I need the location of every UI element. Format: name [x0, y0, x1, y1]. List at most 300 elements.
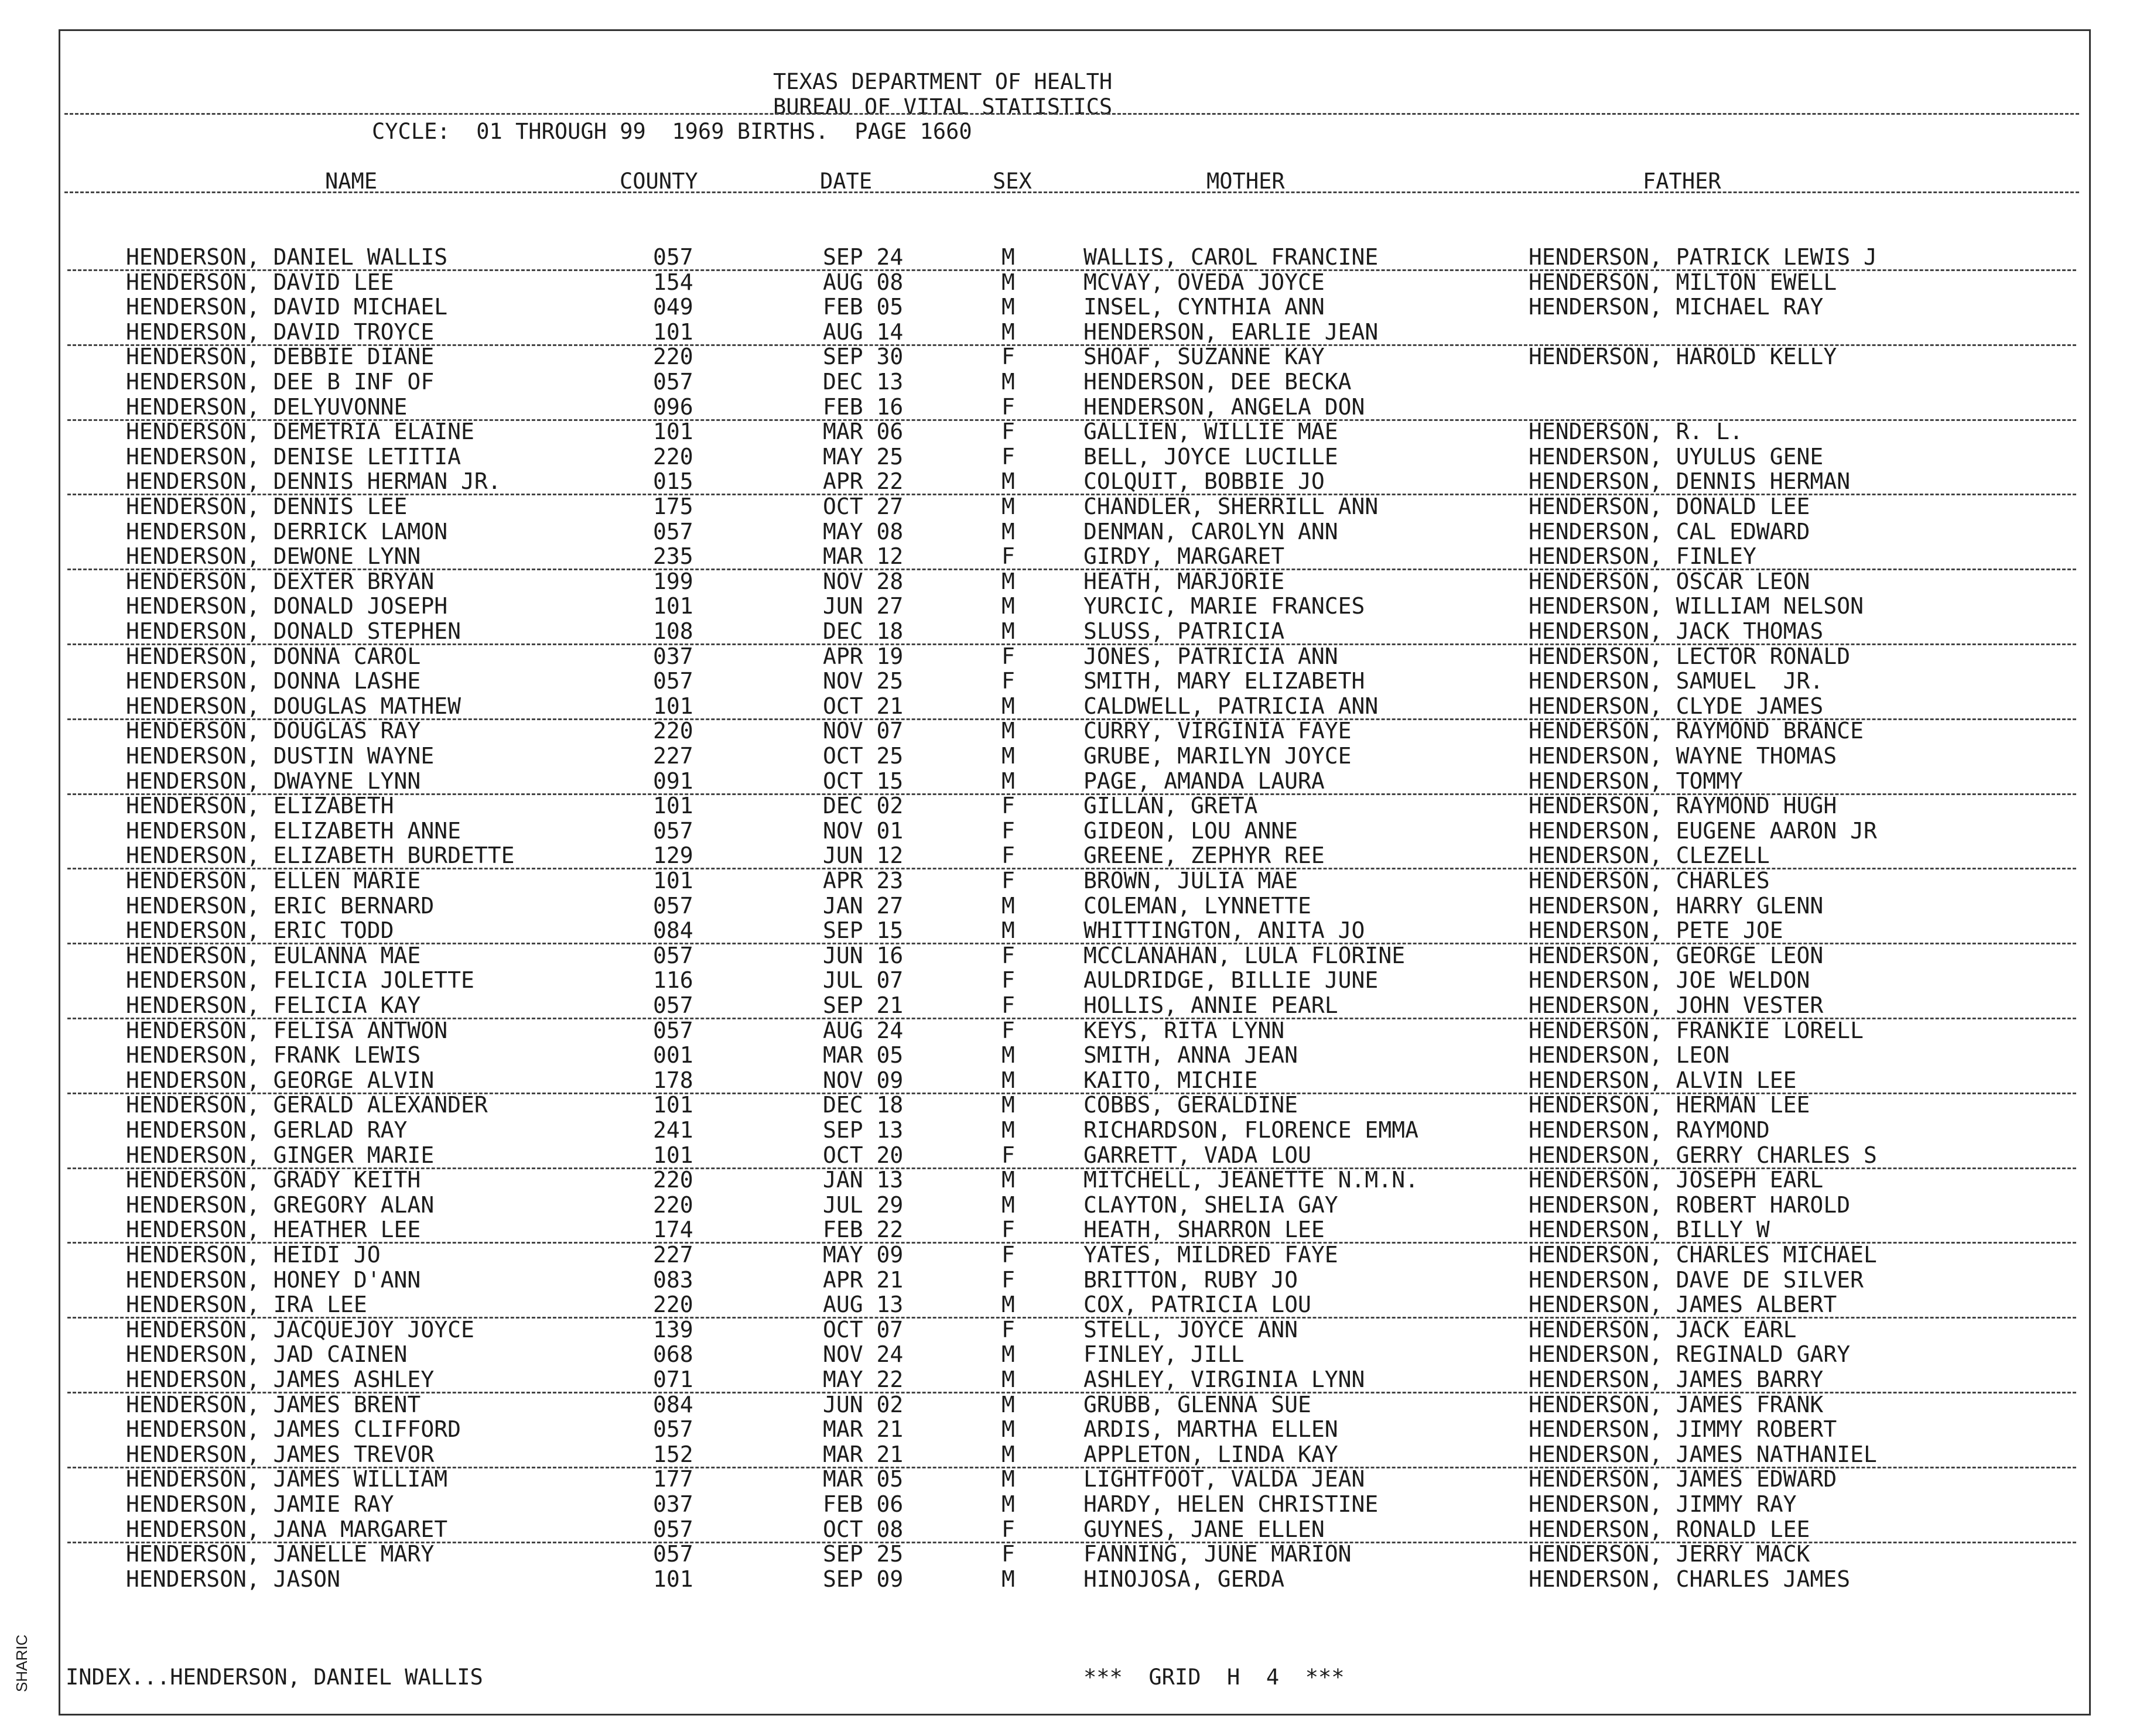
footer-index: INDEX...HENDERSON, DANIEL WALLIS	[66, 1665, 483, 1690]
father-name: HENDERSON, CLYDE JAMES	[1529, 693, 1824, 719]
county-code: 057	[653, 1416, 693, 1442]
sex-code: M	[1001, 1192, 1015, 1218]
birth-date: SEP 30	[823, 344, 904, 369]
county-code: 057	[653, 893, 693, 919]
county-code: 096	[653, 394, 693, 420]
sex-code: F	[1001, 818, 1015, 844]
county-code: 015	[653, 468, 693, 494]
table-row	[67, 694, 2076, 720]
birth-date: JUN 12	[823, 843, 904, 868]
birth-name: HENDERSON, DEBBIE DIANE	[126, 344, 435, 369]
father-name: HENDERSON, JOE WELDON	[1529, 967, 1810, 993]
table-row	[0, 819, 2140, 843]
sex-code: F	[1001, 419, 1015, 444]
sex-code: F	[1001, 1267, 1015, 1293]
father-name: HENDERSON, MILTON EWELL	[1529, 269, 1837, 295]
father-name: HENDERSON, GERRY CHARLES S	[1529, 1142, 1877, 1168]
mother-name: HENDERSON, DEE BECKA	[1083, 369, 1352, 395]
table-row	[0, 968, 2140, 992]
county-code: 101	[653, 319, 693, 345]
father-name: HENDERSON, JAMES EDWARD	[1529, 1466, 1837, 1492]
county-code: 152	[653, 1441, 693, 1467]
sex-code: M	[1001, 1441, 1015, 1467]
mother-name: INSEL, CYNTHIA ANN	[1083, 294, 1325, 320]
sex-code: M	[1001, 693, 1015, 719]
county-code: 084	[653, 1392, 693, 1417]
birth-date: MAR 12	[823, 543, 904, 569]
mother-name: COX, PATRICIA LOU	[1083, 1292, 1311, 1317]
table-row	[67, 469, 2076, 495]
mother-name: YURCIC, MARIE FRANCES	[1083, 593, 1365, 619]
birth-date: APR 23	[823, 868, 904, 893]
county-code: 068	[653, 1341, 693, 1367]
mother-name: GALLIEN, WILLIE MAE	[1083, 419, 1338, 444]
sex-code: F	[1001, 793, 1015, 819]
table-row	[67, 1442, 2076, 1468]
birth-name: HENDERSON, JAMES WILLIAM	[126, 1466, 448, 1492]
mother-name: SHOAF, SUZANNE KAY	[1083, 344, 1325, 369]
mother-name: SMITH, ANNA JEAN	[1083, 1042, 1298, 1068]
mother-name: COLQUIT, BOBBIE JO	[1083, 468, 1325, 494]
birth-name: HENDERSON, GINGER MARIE	[126, 1142, 435, 1168]
sex-code: M	[1001, 1466, 1015, 1492]
table-row	[0, 594, 2140, 618]
table-row	[0, 793, 2140, 818]
sex-code: F	[1001, 1018, 1015, 1043]
birth-name: HENDERSON, DUSTIN WAYNE	[126, 743, 435, 769]
table-row	[0, 494, 2140, 519]
birth-date: DEC 18	[823, 618, 904, 644]
father-name: HENDERSON, JAMES BARRY	[1529, 1367, 1824, 1392]
birth-date: DEC 02	[823, 793, 904, 819]
mother-name: BELL, JOYCE LUCILLE	[1083, 444, 1338, 470]
sex-code: M	[1001, 593, 1015, 619]
mother-name: COBBS, GERALDINE	[1083, 1092, 1298, 1118]
birth-date: FEB 16	[823, 394, 904, 420]
birth-name: HENDERSON, ERIC TODD	[126, 917, 394, 943]
sex-code: M	[1001, 1117, 1015, 1143]
father-name: HENDERSON, UYULUS GENE	[1529, 444, 1824, 470]
birth-date: OCT 15	[823, 768, 904, 794]
county-code: 091	[653, 768, 693, 794]
county-code: 199	[653, 569, 693, 594]
birth-date: MAR 06	[823, 419, 904, 444]
mother-name: LIGHTFOOT, VALDA JEAN	[1083, 1466, 1365, 1492]
table-row	[67, 544, 2076, 570]
birth-date: DEC 18	[823, 1092, 904, 1118]
sex-code: M	[1001, 1566, 1015, 1592]
county-code: 083	[653, 1267, 693, 1293]
table-row	[0, 270, 2140, 295]
county-code: 057	[653, 244, 693, 270]
table-row	[0, 718, 2140, 743]
county-code: 057	[653, 818, 693, 844]
mother-name: FANNING, JUNE MARION	[1083, 1541, 1352, 1567]
header-rule-top	[64, 113, 2079, 115]
side-stamp	[13, 1628, 48, 1698]
birth-name: HENDERSON, ELIZABETH ANNE	[126, 818, 461, 844]
sex-code: M	[1001, 519, 1015, 545]
father-name: HENDERSON, JACK EARL	[1529, 1317, 1797, 1343]
birth-name: HENDERSON, GEORGE ALVIN	[126, 1067, 435, 1093]
table-row	[67, 918, 2076, 944]
birth-name: HENDERSON, JANELLE MARY	[126, 1541, 435, 1567]
table-row	[0, 669, 2140, 693]
sex-code: M	[1001, 294, 1015, 320]
sex-code: F	[1001, 1217, 1015, 1242]
mother-name: CALDWELL, PATRICIA ANN	[1083, 693, 1379, 719]
sex-code: M	[1001, 618, 1015, 644]
father-name: HENDERSON, RAYMOND	[1529, 1117, 1770, 1143]
birth-name: HENDERSON, DENISE LETITIA	[126, 444, 461, 470]
father-name: HENDERSON, DONALD LEE	[1529, 494, 1810, 519]
birth-name: HENDERSON, DELYUVONNE	[126, 394, 408, 420]
father-name: HENDERSON, GEORGE LEON	[1529, 943, 1824, 968]
mother-name: KEYS, RITA LYNN	[1083, 1018, 1285, 1043]
table-row	[67, 1217, 2076, 1244]
birth-name: HENDERSON, FELISA ANTWON	[126, 1018, 448, 1043]
birth-name: HENDERSON, ELIZABETH	[126, 793, 394, 819]
table-row	[67, 1367, 2076, 1393]
sex-code: M	[1001, 494, 1015, 519]
birth-name: HENDERSON, DONALD JOSEPH	[126, 593, 448, 619]
county-code: 220	[653, 718, 693, 744]
county-code: 057	[653, 1516, 693, 1542]
birth-date: AUG 08	[823, 269, 904, 295]
sex-code: M	[1001, 1416, 1015, 1442]
father-name: HENDERSON, JACK THOMAS	[1529, 618, 1824, 644]
birth-name: HENDERSON, FRANK LEWIS	[126, 1042, 421, 1068]
county-code: 057	[653, 1018, 693, 1043]
county-code: 057	[653, 1541, 693, 1567]
father-name: HENDERSON, BILLY W	[1529, 1217, 1770, 1242]
father-name: HENDERSON, MICHAEL RAY	[1529, 294, 1824, 320]
county-code: 101	[653, 868, 693, 893]
mother-name: PAGE, AMANDA LAURA	[1083, 768, 1325, 794]
father-name: HENDERSON, JOSEPH EARL	[1529, 1167, 1824, 1193]
father-name: HENDERSON, PATRICK LEWIS J	[1529, 244, 1877, 270]
birth-date: SEP 13	[823, 1117, 904, 1143]
birth-name: HENDERSON, DONNA CAROL	[126, 643, 421, 669]
sex-code: M	[1001, 1167, 1015, 1193]
birth-name: HENDERSON, DOUGLAS MATHEW	[126, 693, 461, 719]
table-row	[0, 1342, 2140, 1367]
sex-code: M	[1001, 768, 1015, 794]
birth-date: JAN 27	[823, 893, 904, 919]
birth-date: JAN 13	[823, 1167, 904, 1193]
mother-name: SMITH, MARY ELIZABETH	[1083, 668, 1365, 694]
mother-name: CLAYTON, SHELIA GAY	[1083, 1192, 1338, 1218]
table-row	[67, 1292, 2076, 1319]
birth-date: FEB 05	[823, 294, 904, 320]
sex-code: F	[1001, 1242, 1015, 1268]
sex-code: M	[1001, 1067, 1015, 1093]
mother-name: BRITTON, RUBY JO	[1083, 1267, 1298, 1293]
table-row	[0, 1093, 2140, 1117]
sex-code: M	[1001, 1491, 1015, 1517]
table-row	[0, 744, 2140, 768]
table-row	[0, 519, 2140, 544]
birth-date: OCT 08	[823, 1516, 904, 1542]
birth-date: JUL 07	[823, 967, 904, 993]
birth-name: HENDERSON, HONEY D'ANN	[126, 1267, 421, 1293]
birth-date: JUN 27	[823, 593, 904, 619]
father-name: HENDERSON, EUGENE AARON JR	[1529, 818, 1877, 844]
table-row	[0, 1492, 2140, 1516]
birth-date: MAY 08	[823, 519, 904, 545]
side-stamp-text: SHARIC	[13, 1634, 30, 1692]
birth-name: HENDERSON, DAVID LEE	[126, 269, 394, 295]
father-name: HENDERSON, CAL EDWARD	[1529, 519, 1810, 545]
birth-name: HENDERSON, JAMES ASHLEY	[126, 1367, 435, 1392]
birth-name: HENDERSON, JACQUEJOY JOYCE	[126, 1317, 474, 1343]
father-name: HENDERSON, DENNIS HERMAN	[1529, 468, 1851, 494]
table-row	[0, 1118, 2140, 1142]
birth-date: NOV 07	[823, 718, 904, 744]
father-name: HENDERSON, RAYMOND BRANCE	[1529, 718, 1864, 744]
county-code: 101	[653, 1142, 693, 1168]
table-row	[0, 1043, 2140, 1067]
mother-name: RICHARDSON, FLORENCE EMMA	[1083, 1117, 1418, 1143]
county-code: 175	[653, 494, 693, 519]
table-row	[0, 1567, 2140, 1591]
father-name: HENDERSON, JAMES FRANK	[1529, 1392, 1824, 1417]
county-code: 220	[653, 344, 693, 369]
mother-name: HINOJOSA, GERDA	[1083, 1566, 1285, 1592]
birth-name: HENDERSON, DAVID TROYCE	[126, 319, 435, 345]
county-code: 101	[653, 1566, 693, 1592]
father-name: HENDERSON, OSCAR LEON	[1529, 569, 1810, 594]
birth-name: HENDERSON, FELICIA JOLETTE	[126, 967, 474, 993]
birth-name: HENDERSON, DEWONE LYNN	[126, 543, 421, 569]
birth-date: JUN 02	[823, 1392, 904, 1417]
county-code: 220	[653, 1292, 693, 1317]
table-row	[0, 369, 2140, 394]
county-code: 101	[653, 419, 693, 444]
birth-date: MAY 25	[823, 444, 904, 470]
father-name: HENDERSON, JOHN VESTER	[1529, 992, 1824, 1018]
mother-name: WALLIS, CAROL FRANCINE	[1083, 244, 1379, 270]
mother-name: CHANDLER, SHERRILL ANN	[1083, 494, 1379, 519]
birth-name: HENDERSON, DONNA LASHE	[126, 668, 421, 694]
mother-name: MCCLANAHAN, LULA FLORINE	[1083, 943, 1406, 968]
birth-name: HENDERSON, ELLEN MARIE	[126, 868, 421, 893]
county-code: 037	[653, 643, 693, 669]
table-row	[67, 993, 2076, 1019]
county-code: 227	[653, 743, 693, 769]
county-code: 057	[653, 369, 693, 395]
table-row	[0, 1193, 2140, 1217]
mother-name: DENMAN, CAROLYN ANN	[1083, 519, 1338, 545]
father-name: HENDERSON, FINLEY	[1529, 543, 1756, 569]
agency-title: TEXAS DEPARTMENT OF HEALTH	[773, 69, 1113, 94]
sex-code: M	[1001, 1392, 1015, 1417]
birth-date: APR 22	[823, 468, 904, 494]
sex-code: M	[1001, 244, 1015, 270]
birth-date: APR 19	[823, 643, 904, 669]
birth-date: MAR 05	[823, 1042, 904, 1068]
father-name: HENDERSON, ALVIN LEE	[1529, 1067, 1797, 1093]
father-name: HENDERSON, JIMMY RAY	[1529, 1491, 1797, 1517]
birth-name: HENDERSON, HEIDI JO	[126, 1242, 381, 1268]
county-code: 241	[653, 1117, 693, 1143]
county-code: 178	[653, 1067, 693, 1093]
birth-date: NOV 25	[823, 668, 904, 694]
birth-date: APR 21	[823, 1267, 904, 1293]
father-name: HENDERSON, ROBERT HAROLD	[1529, 1192, 1851, 1218]
father-name: HENDERSON, TOMMY	[1529, 768, 1744, 794]
sex-code: M	[1001, 917, 1015, 943]
column-header-name: NAME	[325, 169, 378, 194]
father-name: HENDERSON, HARRY GLENN	[1529, 893, 1824, 919]
table-row	[0, 419, 2140, 444]
county-code: 101	[653, 1092, 693, 1118]
mother-name: HENDERSON, EARLIE JEAN	[1083, 319, 1379, 345]
county-code: 001	[653, 1042, 693, 1068]
birth-date: SEP 21	[823, 992, 904, 1018]
table-row	[67, 395, 2076, 421]
father-name: HENDERSON, LEON	[1529, 1042, 1730, 1068]
column-header-father: FATHER	[1643, 169, 1721, 194]
sex-code: M	[1001, 1092, 1015, 1118]
county-code: 057	[653, 519, 693, 545]
birth-name: HENDERSON, JAD CAINEN	[126, 1341, 408, 1367]
table-row	[67, 245, 2076, 271]
father-name: HENDERSON, CHARLES MICHAEL	[1529, 1242, 1877, 1268]
birth-name: HENDERSON, JAMES TREVOR	[126, 1441, 435, 1467]
father-name: HENDERSON, JERRY MACK	[1529, 1541, 1810, 1567]
mother-name: GRUBE, MARILYN JOYCE	[1083, 743, 1352, 769]
mother-name: ARDIS, MARTHA ELLEN	[1083, 1416, 1338, 1442]
birth-name: HENDERSON, FELICIA KAY	[126, 992, 421, 1018]
mother-name: HEATH, SHARRON LEE	[1083, 1217, 1325, 1242]
mother-name: ASHLEY, VIRGINIA LYNN	[1083, 1367, 1365, 1392]
county-code: 049	[653, 294, 693, 320]
father-name: HENDERSON, DAVE DE SILVER	[1529, 1267, 1864, 1293]
county-code: 139	[653, 1317, 693, 1343]
table-row	[67, 619, 2076, 645]
table-row	[67, 769, 2076, 795]
table-row	[0, 1542, 2140, 1566]
mother-name: FINLEY, JILL	[1083, 1341, 1245, 1367]
table-row	[0, 1467, 2140, 1491]
mother-name: MITCHELL, JEANETTE N.M.N.	[1083, 1167, 1418, 1193]
birth-name: HENDERSON, GREGORY ALAN	[126, 1192, 435, 1218]
sex-code: F	[1001, 1541, 1015, 1567]
mother-name: HEATH, MARJORIE	[1083, 569, 1285, 594]
birth-date: FEB 22	[823, 1217, 904, 1242]
father-name: HENDERSON, RONALD LEE	[1529, 1516, 1810, 1542]
mother-name: STELL, JOYCE ANN	[1083, 1317, 1298, 1343]
mother-name: HENDERSON, ANGELA DON	[1083, 394, 1365, 420]
birth-date: OCT 07	[823, 1317, 904, 1343]
county-code: 154	[653, 269, 693, 295]
county-code: 037	[653, 1491, 693, 1517]
birth-name: HENDERSON, ERIC BERNARD	[126, 893, 435, 919]
county-code: 116	[653, 967, 693, 993]
father-name: HENDERSON, FRANKIE LORELL	[1529, 1018, 1864, 1043]
sex-code: M	[1001, 319, 1015, 345]
table-row	[0, 444, 2140, 469]
county-code: 101	[653, 693, 693, 719]
birth-name: HENDERSON, DONALD STEPHEN	[126, 618, 461, 644]
father-name: HENDERSON, LECTOR RONALD	[1529, 643, 1851, 669]
sex-code: M	[1001, 743, 1015, 769]
birth-date: SEP 15	[823, 917, 904, 943]
county-code: 227	[653, 1242, 693, 1268]
bureau-title: BUREAU OF VITAL STATISTICS	[773, 94, 1113, 119]
mother-name: GUYNES, JANE ELLEN	[1083, 1516, 1325, 1542]
father-name: HENDERSON, SAMUEL JR.	[1529, 668, 1824, 694]
birth-date: JUL 29	[823, 1192, 904, 1218]
county-code: 101	[653, 793, 693, 819]
birth-date: SEP 24	[823, 244, 904, 270]
birth-name: HENDERSON, DEE B INF OF	[126, 369, 435, 395]
mother-name: WHITTINGTON, ANITA JO	[1083, 917, 1365, 943]
mother-name: AULDRIDGE, BILLIE JUNE	[1083, 967, 1379, 993]
county-code: 057	[653, 992, 693, 1018]
county-code: 177	[653, 1466, 693, 1492]
column-header-mother: MOTHER	[1206, 169, 1285, 194]
birth-name: HENDERSON, JAMES CLIFFORD	[126, 1416, 461, 1442]
table-row	[0, 893, 2140, 918]
cycle-line: CYCLE: 01 THROUGH 99 1969 BIRTHS. PAGE 1660	[372, 119, 972, 144]
mother-name: YATES, MILDRED FAYE	[1083, 1242, 1338, 1268]
birth-name: HENDERSON, EULANNA MAE	[126, 943, 421, 968]
father-name: HENDERSON, JAMES NATHANIEL	[1529, 1441, 1877, 1467]
sex-code: M	[1001, 468, 1015, 494]
birth-date: MAR 21	[823, 1441, 904, 1467]
birth-name: HENDERSON, DOUGLAS RAY	[126, 718, 421, 744]
father-name: HENDERSON, CLEZELL	[1529, 843, 1770, 868]
birth-name: HENDERSON, HEATHER LEE	[126, 1217, 421, 1242]
sex-code: F	[1001, 668, 1015, 694]
birth-name: HENDERSON, ELIZABETH BURDETTE	[126, 843, 515, 868]
mother-name: GRUBB, GLENNA SUE	[1083, 1392, 1311, 1417]
birth-name: HENDERSON, DENNIS LEE	[126, 494, 408, 519]
birth-date: MAR 21	[823, 1416, 904, 1442]
sex-code: M	[1001, 269, 1015, 295]
birth-date: OCT 25	[823, 743, 904, 769]
county-code: 057	[653, 943, 693, 968]
father-name: HENDERSON, PETE JOE	[1529, 917, 1783, 943]
sex-code: M	[1001, 893, 1015, 919]
birth-name: HENDERSON, DEXTER BRYAN	[126, 569, 435, 594]
father-name: HENDERSON, RAYMOND HUGH	[1529, 793, 1837, 819]
birth-date: AUG 14	[823, 319, 904, 345]
table-row	[0, 1392, 2140, 1417]
mother-name: COLEMAN, LYNNETTE	[1083, 893, 1311, 919]
birth-date: OCT 21	[823, 693, 904, 719]
father-name: HENDERSON, WILLIAM NELSON	[1529, 593, 1864, 619]
birth-date: FEB 06	[823, 1491, 904, 1517]
table-row	[0, 295, 2140, 319]
birth-date: MAR 05	[823, 1466, 904, 1492]
mother-name: JONES, PATRICIA ANN	[1083, 643, 1338, 669]
table-row	[0, 1317, 2140, 1342]
table-row	[0, 1018, 2140, 1043]
birth-name: HENDERSON, GERALD ALEXANDER	[126, 1092, 488, 1118]
county-code: 084	[653, 917, 693, 943]
birth-name: HENDERSON, DANIEL WALLIS	[126, 244, 448, 270]
county-code: 108	[653, 618, 693, 644]
birth-date: NOV 24	[823, 1341, 904, 1367]
table-row	[67, 843, 2076, 869]
table-row	[0, 344, 2140, 369]
birth-name: HENDERSON, GRADY KEITH	[126, 1167, 421, 1193]
birth-date: SEP 25	[823, 1541, 904, 1567]
table-row	[0, 943, 2140, 968]
